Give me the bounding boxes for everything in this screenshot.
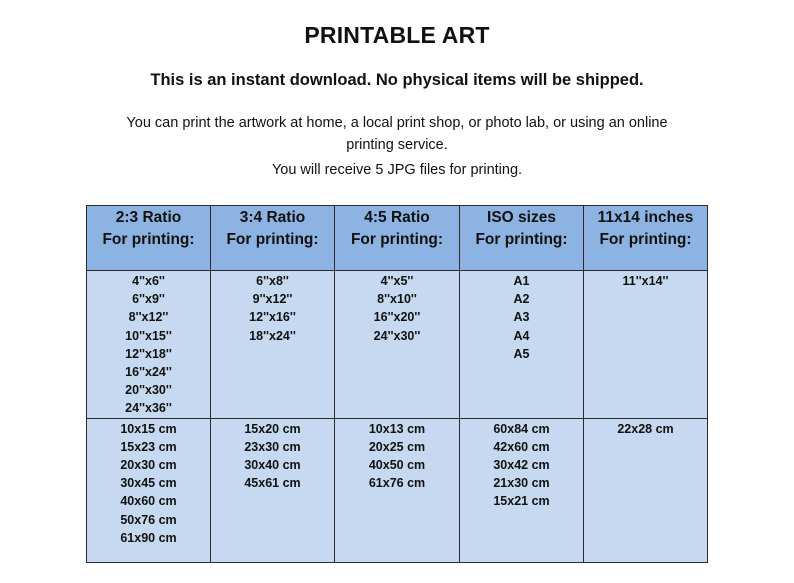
size-item: 30x42 cm <box>493 458 550 473</box>
size-item: 11''x14'' <box>622 274 669 288</box>
size-item: 40x60 cm <box>120 494 177 509</box>
column-header-iso-sizes <box>460 206 584 271</box>
size-item: 40x50 cm <box>368 458 426 473</box>
size-item: 6''x8'' <box>256 274 289 288</box>
cm-sizes-cell-2-3-ratio <box>87 418 211 562</box>
column-heading: 11x14 inches <box>597 209 694 226</box>
column-subheading: For printing: <box>350 231 444 248</box>
column-header-11x14-inches <box>584 206 708 271</box>
size-item: 9''x12'' <box>252 292 293 307</box>
inch-sizes-row <box>87 271 708 419</box>
print-sizes-table <box>86 205 708 563</box>
table-header-row <box>87 206 708 271</box>
column-subheading: For printing: <box>599 231 692 248</box>
size-item: 12''x18'' <box>125 346 172 361</box>
size-item: 4''x5'' <box>380 274 414 288</box>
inch-sizes-cell-11x14 <box>584 271 708 419</box>
cm-sizes-cell-3-4-ratio <box>211 418 335 562</box>
column-heading: 4:5 Ratio <box>364 209 430 226</box>
size-item: 20x25 cm <box>368 439 426 454</box>
iso-sizes-cell <box>460 271 584 419</box>
inch-sizes-cell-2-3-ratio <box>87 271 211 419</box>
size-item: A2 <box>513 292 530 307</box>
column-header-3-4-ratio <box>211 206 335 271</box>
column-header-4-5-ratio <box>335 206 460 271</box>
size-item: 30x45 cm <box>120 476 177 491</box>
size-item: 30x40 cm <box>244 458 301 473</box>
size-item: A4 <box>513 328 530 343</box>
cm-sizes-cell-iso <box>460 418 584 562</box>
column-subheading: For printing: <box>475 231 568 248</box>
size-item: 22x28 cm <box>617 421 674 436</box>
files-count-text: You will receive 5 JPG files for printing. <box>271 162 523 178</box>
size-item: 10x15 cm <box>120 421 177 436</box>
size-item: 6''x9'' <box>132 292 165 307</box>
size-item: 24''x36'' <box>125 401 172 416</box>
size-item: 8''x12'' <box>128 310 169 325</box>
size-item: 50x76 cm <box>120 512 177 527</box>
size-item: 18''x24'' <box>249 328 296 343</box>
size-item: 8''x10'' <box>377 292 417 307</box>
size-item: 21x30 cm <box>493 476 550 491</box>
size-item: 15x20 cm <box>244 421 301 436</box>
size-item: A5 <box>513 346 530 361</box>
inch-sizes-cell-3-4-ratio <box>211 271 335 419</box>
cm-sizes-cell-11x14 <box>584 418 708 562</box>
size-item: 10''x15'' <box>125 328 172 343</box>
page-title: PRINTABLE ART <box>304 22 490 48</box>
column-heading: 3:4 Ratio <box>239 209 306 226</box>
size-item: 60x84 cm <box>493 421 550 436</box>
download-notice: This is an instant download. No physical items will be shipped. <box>150 71 644 89</box>
printing-options-text: You can print the artwork at home, a local print shop, or photo lab, or using an online printing service. <box>126 115 668 153</box>
size-item: 16''x20'' <box>373 310 421 325</box>
column-heading: ISO sizes <box>487 209 556 226</box>
size-item: 20''x30'' <box>125 383 172 398</box>
cm-sizes-row <box>87 418 708 562</box>
size-item: 61x76 cm <box>368 476 426 491</box>
size-item: 24''x30'' <box>373 328 421 343</box>
size-item: 20x30 cm <box>120 458 177 473</box>
inch-sizes-cell-4-5-ratio <box>335 271 460 419</box>
size-item: 42x60 cm <box>493 439 550 454</box>
size-item: 61x90 cm <box>120 530 177 545</box>
size-item: 16''x24'' <box>125 365 172 380</box>
column-heading: 2:3 Ratio <box>115 209 182 226</box>
cm-sizes-cell-4-5-ratio <box>335 418 460 562</box>
size-item: 15x23 cm <box>120 439 177 454</box>
size-item: 45x61 cm <box>244 476 301 491</box>
size-item: 4''x6'' <box>132 274 165 288</box>
size-item: A3 <box>513 310 530 325</box>
size-item: 12''x16'' <box>249 310 296 325</box>
size-item: A1 <box>513 274 530 288</box>
size-item: 15x21 cm <box>493 494 550 509</box>
column-subheading: For printing: <box>226 231 319 248</box>
size-item: 23x30 cm <box>244 439 301 454</box>
column-subheading: For printing: <box>102 231 195 248</box>
column-header-2-3-ratio <box>87 206 211 271</box>
size-item: 10x13 cm <box>368 421 426 436</box>
